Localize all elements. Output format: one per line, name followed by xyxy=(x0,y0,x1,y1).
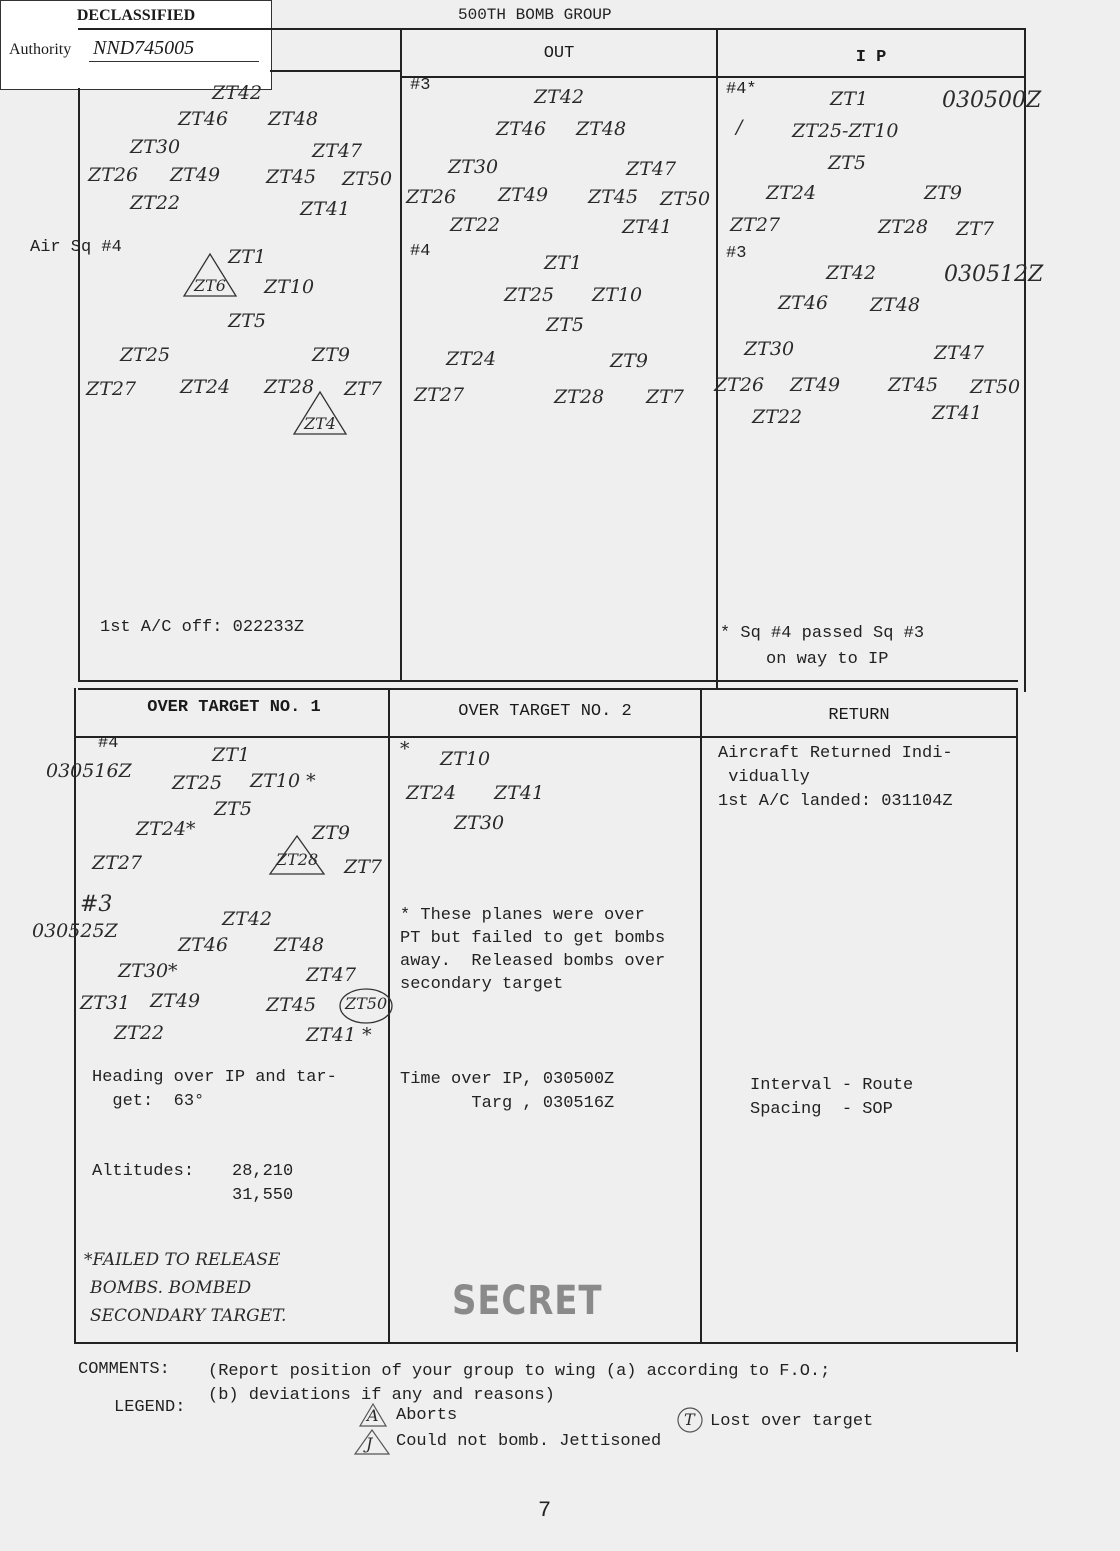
aircraft-mark: ZT47 xyxy=(626,158,677,180)
panel2-sq4-label: #4 xyxy=(410,242,431,261)
aircraft-mark: ZT48 xyxy=(576,118,627,140)
col-header-return: RETURN xyxy=(828,706,890,725)
aircraft-mark: ZT45 xyxy=(266,994,317,1016)
legend-aborts: Aborts xyxy=(396,1406,458,1425)
aircraft-mark: ZT24* xyxy=(136,818,196,840)
aborted-aircraft-label: ZT4 xyxy=(304,414,336,433)
aborted-aircraft-label: ZT28 xyxy=(276,850,319,869)
aircraft-mark: ZT27 xyxy=(92,852,143,874)
declassified-stamp xyxy=(0,0,272,90)
aircraft-mark: ZT5 xyxy=(214,798,252,820)
col-header-over-target-1: OVER TARGET NO. 1 xyxy=(147,698,321,717)
time-over-target: Targ , 030516Z xyxy=(400,1094,615,1113)
panel4-sq4-label: #4 xyxy=(98,734,119,753)
panel3-sq4-time: 030500Z xyxy=(942,88,1042,113)
aircraft-mark: ZT25 xyxy=(120,344,171,366)
secret-stamp: SECRET xyxy=(452,1278,603,1324)
circled-aircraft-marker xyxy=(338,986,394,1026)
col-header-ip: I P xyxy=(855,48,887,67)
aircraft-mark: ZT24 xyxy=(180,376,231,398)
aircraft-mark: ZT27 xyxy=(86,378,137,400)
jettison-triangle-icon xyxy=(352,1428,392,1456)
aircraft-mark: ZT25 xyxy=(172,772,223,794)
aircraft-mark: ZT5 xyxy=(546,314,584,336)
panel5-note-line: away. Released bombs over xyxy=(400,952,666,971)
aircraft-mark: ZT10 xyxy=(592,284,643,306)
aircraft-mark: ZT41 xyxy=(494,782,545,804)
stamp-authority-label: Authority xyxy=(9,41,72,58)
stamp-underline xyxy=(89,61,259,62)
aircraft-mark: ZT9 xyxy=(312,344,350,366)
aircraft-mark: ZT10 xyxy=(264,276,315,298)
aircraft-mark: ZT9 xyxy=(312,822,350,844)
legend-lost: Lost over target xyxy=(710,1412,874,1431)
aircraft-mark: ZT7 xyxy=(344,378,382,400)
aircraft-mark: ZT45 xyxy=(588,186,639,208)
aircraft-mark: ZT5 xyxy=(828,152,866,174)
aircraft-mark: ZT31 xyxy=(80,992,131,1014)
aborted-aircraft-marker xyxy=(180,252,240,300)
aircraft-mark: ZT24 xyxy=(446,348,497,370)
first-aircraft-off: 1st A/C off: 022233Z xyxy=(100,618,305,637)
aircraft-mark: ZT28 xyxy=(878,216,929,238)
return-line1: Aircraft Returned Indi- xyxy=(718,744,953,763)
aircraft-mark: ZT22 xyxy=(450,214,501,236)
hand-note-2: BOMBS. BOMBED xyxy=(90,1278,252,1298)
aircraft-mark: ZT47 xyxy=(312,140,363,162)
aircraft-mark: ZT1 xyxy=(544,252,582,274)
aborted-aircraft-marker xyxy=(290,390,350,438)
aircraft-mark: ZT30 xyxy=(744,338,795,360)
panel3-note-line2: on way to IP xyxy=(766,650,889,669)
aircraft-mark: ZT22 xyxy=(130,192,181,214)
stamp-title: DECLASSIFIED xyxy=(76,7,196,24)
aircraft-mark: ZT24 xyxy=(766,182,817,204)
aircraft-mark: ZT47 xyxy=(934,342,985,364)
panel2-sq3-label: #3 xyxy=(410,76,431,95)
aircraft-mark: ZT9 xyxy=(610,350,648,372)
aircraft-mark: ZT22 xyxy=(114,1022,165,1044)
aircraft-mark: ZT48 xyxy=(274,934,325,956)
aircraft-mark: ZT41 xyxy=(622,216,673,238)
legend-label: LEGEND: xyxy=(114,1398,186,1417)
hand-note-1: *FAILED TO RELEASE xyxy=(84,1250,281,1270)
panel3-slash-mark: / xyxy=(736,116,743,138)
aircraft-mark: ZT42 xyxy=(222,908,273,930)
group-title: 500TH BOMB GROUP xyxy=(458,6,612,24)
aircraft-mark: ZT27 xyxy=(414,384,465,406)
comments-label: COMMENTS: xyxy=(78,1360,170,1379)
panel5-note-line: * These planes were over xyxy=(400,906,645,925)
aircraft-mark: ZT42 xyxy=(534,86,585,108)
panel4-sq3-label: #3 xyxy=(80,892,113,917)
aircraft-mark: ZT7 xyxy=(956,218,994,240)
jettison-glyph: J xyxy=(366,1434,373,1453)
stamp-authority-value: NND745005 xyxy=(93,37,195,59)
aircraft-mark: ZT50 xyxy=(660,188,711,210)
comments-line1: (Report position of your group to wing (a) according to F.O.; xyxy=(208,1362,831,1381)
panel5-note-line: secondary target xyxy=(400,975,564,994)
aircraft-mark: ZT1 xyxy=(830,88,868,110)
circled-aircraft-label: ZT50 xyxy=(345,994,388,1013)
panel4-sq4-time: 030516Z xyxy=(46,760,132,782)
altitude-1: 28,210 xyxy=(232,1162,294,1181)
aircraft-mark: ZT7 xyxy=(344,856,382,878)
aircraft-mark: ZT41 * xyxy=(306,1024,372,1046)
aircraft-mark: ZT48 xyxy=(870,294,921,316)
interval-text: Interval - Route xyxy=(750,1076,914,1095)
aircraft-mark: ZT28 xyxy=(264,376,315,398)
aircraft-mark: ZT46 xyxy=(178,934,229,956)
panel3-sq3-time: 030512Z xyxy=(944,262,1044,287)
aborted-aircraft-label: ZT6 xyxy=(194,276,226,295)
aircraft-mark: ZT5 xyxy=(228,310,266,332)
aircraft-mark: ZT10 xyxy=(440,748,491,770)
aircraft-mark: ZT41 xyxy=(300,198,351,220)
aircraft-mark: ZT46 xyxy=(778,292,829,314)
aircraft-mark: ZT42 xyxy=(212,82,263,104)
spacing-text: Spacing - SOP xyxy=(750,1100,893,1119)
altitudes-label: Altitudes: xyxy=(92,1162,195,1181)
aircraft-mark: ZT49 xyxy=(150,990,201,1012)
altitude-2: 31,550 xyxy=(232,1186,294,1205)
panel3-sq3-label: #3 xyxy=(726,244,747,263)
aircraft-mark: ZT30 xyxy=(454,812,505,834)
comments-line2: (b) deviations if any and reasons) xyxy=(208,1386,555,1405)
aircraft-mark: ZT41 xyxy=(932,402,983,424)
abort-triangle-icon xyxy=(358,1402,388,1428)
aircraft-mark: ZT26 xyxy=(406,186,457,208)
lost-circle-icon xyxy=(676,1406,704,1434)
aircraft-mark: ZT50 xyxy=(342,168,393,190)
heading-line2: get: 63° xyxy=(92,1092,205,1111)
aircraft-mark: ZT49 xyxy=(170,164,221,186)
return-line2: vidually xyxy=(718,768,810,787)
aircraft-mark: ZT46 xyxy=(496,118,547,140)
aircraft-mark: ZT26 xyxy=(88,164,139,186)
aircraft-mark: ZT25-ZT10 xyxy=(792,120,899,142)
aircraft-mark: ZT22 xyxy=(752,406,803,428)
heading-line1: Heading over IP and tar- xyxy=(92,1068,337,1087)
aircraft-mark: ZT45 xyxy=(266,166,317,188)
aborted-aircraft-marker xyxy=(266,834,328,878)
aircraft-mark: ZT42 xyxy=(826,262,877,284)
aircraft-mark: ZT46 xyxy=(178,108,229,130)
aircraft-mark: ZT49 xyxy=(498,184,549,206)
aircraft-mark: ZT1 xyxy=(228,246,266,268)
return-line3: 1st A/C landed: 031104Z xyxy=(718,792,953,811)
aircraft-mark: ZT47 xyxy=(306,964,357,986)
aircraft-mark: ZT24 xyxy=(406,782,457,804)
panel5-note-line: PT but failed to get bombs xyxy=(400,929,666,948)
aircraft-mark: ZT26 xyxy=(714,374,765,396)
aircraft-mark: ZT25 xyxy=(504,284,555,306)
page-number: 7 xyxy=(538,1498,552,1523)
col-header-over-target-2: OVER TARGET NO. 2 xyxy=(458,702,632,721)
aircraft-mark: ZT27 xyxy=(730,214,781,236)
aircraft-mark: ZT30 xyxy=(130,136,181,158)
lost-glyph: T xyxy=(684,1410,695,1429)
panel3-sq4-label: #4* xyxy=(726,80,757,99)
time-over-ip: Time over IP, 030500Z xyxy=(400,1070,615,1089)
abort-glyph: A xyxy=(367,1406,379,1425)
aircraft-mark: ZT50 xyxy=(970,376,1021,398)
aircraft-mark: ZT48 xyxy=(268,108,319,130)
legend-jettison: Could not bomb. Jettisoned xyxy=(396,1432,662,1451)
aircraft-mark: ZT30 xyxy=(448,156,499,178)
air-sq-label: Air Sq #4 xyxy=(30,238,122,257)
aircraft-mark: ZT9 xyxy=(924,182,962,204)
aircraft-mark: ZT30* xyxy=(118,960,178,982)
aircraft-mark: ZT1 xyxy=(212,744,250,766)
aircraft-mark: ZT10 * xyxy=(250,770,316,792)
aircraft-mark: ZT7 xyxy=(646,386,684,408)
aircraft-mark: ZT45 xyxy=(888,374,939,396)
aircraft-mark: * xyxy=(400,738,410,760)
aircraft-mark: ZT28 xyxy=(554,386,605,408)
col-header-out: OUT xyxy=(543,44,575,63)
aircraft-mark: ZT49 xyxy=(790,374,841,396)
panel3-note-line1: * Sq #4 passed Sq #3 xyxy=(720,624,925,643)
panel4-sq3-time: 030525Z xyxy=(32,920,118,942)
hand-note-3: SECONDARY TARGET. xyxy=(90,1306,287,1326)
